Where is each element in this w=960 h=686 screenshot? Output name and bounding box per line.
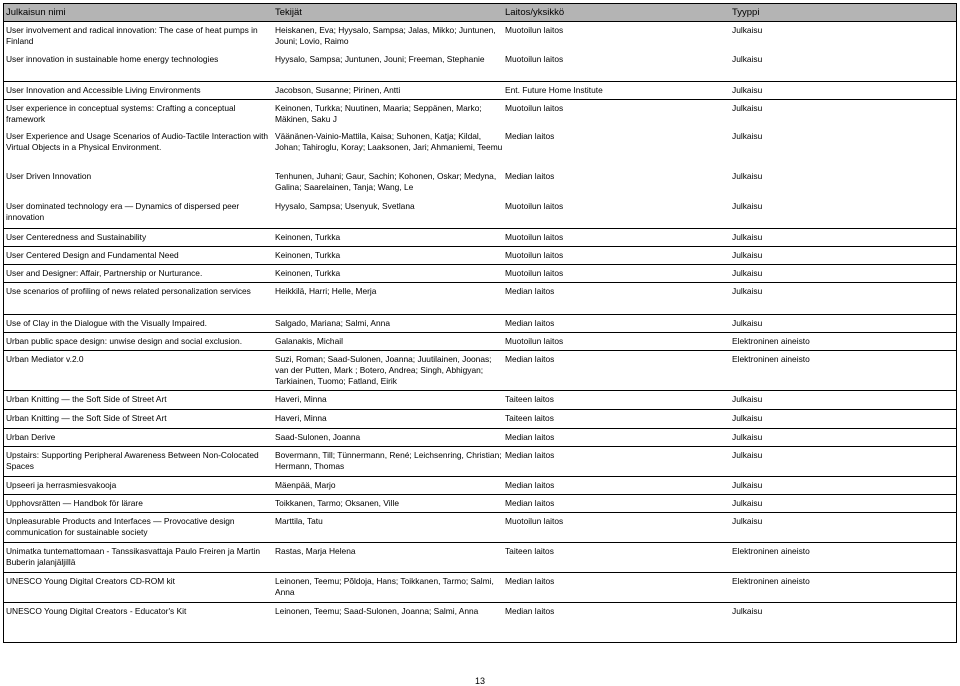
cell-name: Upseeri ja herrasmiesvakooja	[6, 480, 117, 490]
cell-authors: Keinonen, Turkka; Nuutinen, Maaria; Seppänen, Marko; Mäkinen, Saku J	[275, 103, 482, 125]
cell-type: Julkaisu	[732, 318, 763, 328]
table-row	[4, 602, 956, 632]
cell-name: User Innovation and Accessible Living Environments	[6, 85, 201, 95]
cell-authors: Rastas, Marja Helena	[275, 546, 356, 556]
cell-department: Muotoilun laitos	[505, 516, 564, 526]
cell-name: User experience in conceptual systems: Crafting a conceptual framework	[6, 103, 236, 125]
cell-department: Muotoilun laitos	[505, 232, 564, 242]
cell-authors: Keinonen, Turkka	[275, 250, 341, 260]
table-row	[4, 81, 956, 99]
cell-department: Muotoilun laitos	[505, 336, 564, 346]
cell-type: Julkaisu	[732, 250, 763, 260]
cell-name: Unimatka tuntemattomaan - Tanssikasvattaja Paulo Freiren ja Martin Buberin jalanjäljillä	[6, 546, 261, 568]
cell-department: Median laitos	[505, 498, 555, 508]
publications-table	[3, 3, 957, 643]
cell-name: Urban Mediator v.2.0	[6, 354, 84, 364]
cell-type: Julkaisu	[732, 131, 763, 141]
table-row	[4, 542, 956, 572]
header-type: Tyyppi	[732, 7, 760, 18]
cell-name: User Experience and Usage Scenarios of Audio-Tactile Interaction with Virtual Objects in a Physical Environment.	[6, 131, 269, 153]
cell-authors: Galanakis, Michail	[275, 336, 343, 346]
cell-department: Median laitos	[505, 286, 555, 296]
cell-authors: Keinonen, Turkka	[275, 268, 341, 278]
cell-authors: Bovermann, Till; Tünnermann, René; Leichsenring, Christian; Hermann, Thomas	[275, 450, 502, 472]
cell-name: User dominated technology era — Dynamics of dispersed peer innovation	[6, 201, 240, 223]
cell-authors: Salgado, Mariana; Salmi, Anna	[275, 318, 390, 328]
table-row	[4, 51, 956, 81]
cell-authors: Heiskanen, Eva; Hyysalo, Sampsa; Jalas, Mikko; Juntunen, Jouni; Lovio, Raimo	[275, 25, 496, 47]
cell-name: Urban Derive	[6, 432, 56, 442]
cell-authors: Jacobson, Susanne; Pirinen, Antti	[275, 85, 401, 95]
cell-name: User involvement and radical innovation: The case of heat pumps in Finland	[6, 25, 258, 47]
cell-name: User Centered Design and Fundamental Need	[6, 250, 179, 260]
cell-department: Median laitos	[505, 606, 555, 616]
table-row	[4, 264, 956, 282]
cell-name: Use of Clay in the Dialogue with the Visually Impaired.	[6, 318, 207, 328]
cell-authors: Saad-Sulonen, Joanna	[275, 432, 361, 442]
cell-name: User and Designer: Affair, Partnership or Nurturance.	[6, 268, 203, 278]
table-row	[4, 332, 956, 350]
header-name: Julkaisun nimi	[6, 7, 66, 18]
cell-name: Unpleasurable Products and Interfaces — Provocative design communication for sustainable society	[6, 516, 235, 538]
table-row	[4, 476, 956, 494]
cell-name: Upphovsrätten — Handbok för lärare	[6, 498, 143, 508]
cell-authors: Tenhunen, Juhani; Gaur, Sachin; Kohonen, Oskar; Medyna, Galina; Saarelainen, Tanja; Wang, Le	[275, 171, 497, 193]
table-row	[4, 446, 956, 476]
cell-department: Median laitos	[505, 354, 555, 364]
cell-department: Median laitos	[505, 131, 555, 141]
cell-authors: Hyysalo, Sampsa; Usenyuk, Svetlana	[275, 201, 415, 211]
cell-type: Julkaisu	[732, 85, 763, 95]
table-row	[4, 128, 956, 172]
cell-department: Taiteen laitos	[505, 394, 554, 404]
cell-type: Julkaisu	[732, 268, 763, 278]
cell-name: UNESCO Young Digital Creators - Educator's Kit	[6, 606, 187, 616]
cell-authors: Keinonen, Turkka	[275, 232, 341, 242]
cell-authors: Hyysalo, Sampsa; Juntunen, Jouni; Freeman, Stephanie	[275, 54, 485, 64]
cell-department: Median laitos	[505, 171, 555, 181]
cell-name: UNESCO Young Digital Creators CD-ROM kit	[6, 576, 175, 586]
cell-type: Elektroninen aineisto	[732, 336, 810, 346]
table-row	[4, 314, 956, 332]
cell-type: Julkaisu	[732, 103, 763, 113]
table-row	[4, 198, 956, 228]
cell-department: Taiteen laitos	[505, 546, 554, 556]
table-row	[4, 246, 956, 264]
table-row	[4, 282, 956, 314]
cell-department: Median laitos	[505, 450, 555, 460]
cell-type: Julkaisu	[732, 232, 763, 242]
cell-department: Median laitos	[505, 576, 555, 586]
cell-type: Julkaisu	[732, 432, 763, 442]
cell-name: Urban Knitting — the Soft Side of Street Art	[6, 413, 167, 423]
cell-department: Ent. Future Home Institute	[505, 85, 603, 95]
cell-department: Muotoilun laitos	[505, 250, 564, 260]
cell-type: Elektroninen aineisto	[732, 354, 810, 364]
cell-type: Julkaisu	[732, 450, 763, 460]
table-row	[4, 99, 956, 129]
cell-type: Elektroninen aineisto	[732, 546, 810, 556]
cell-department: Median laitos	[505, 480, 555, 490]
table-row	[4, 512, 956, 542]
cell-department: Median laitos	[505, 432, 555, 442]
table-header	[4, 4, 956, 22]
cell-department: Muotoilun laitos	[505, 201, 564, 211]
cell-type: Julkaisu	[732, 54, 763, 64]
cell-type: Julkaisu	[732, 171, 763, 181]
cell-authors: Toikkanen, Tarmo; Oksanen, Ville	[275, 498, 399, 508]
cell-department: Muotoilun laitos	[505, 54, 564, 64]
table-row	[4, 572, 956, 602]
cell-department: Taiteen laitos	[505, 413, 554, 423]
cell-type: Julkaisu	[732, 516, 763, 526]
cell-name: Use scenarios of profiling of news related personalization services	[6, 286, 251, 296]
cell-department: Muotoilun laitos	[505, 25, 564, 35]
cell-authors: Marttila, Tatu	[275, 516, 323, 526]
table-row	[4, 228, 956, 246]
header-authors: Tekijät	[275, 7, 302, 18]
table-row	[4, 390, 956, 409]
cell-department: Muotoilun laitos	[505, 268, 564, 278]
page-number: 13	[474, 676, 485, 686]
cell-type: Julkaisu	[732, 286, 763, 296]
table-row	[4, 428, 956, 446]
cell-name: User Driven Innovation	[6, 171, 92, 181]
cell-authors: Mäenpää, Marjo	[275, 480, 336, 490]
cell-type: Julkaisu	[732, 201, 763, 211]
table-row	[4, 409, 956, 428]
cell-type: Julkaisu	[732, 394, 763, 404]
cell-type: Julkaisu	[732, 480, 763, 490]
cell-authors: Leinonen, Teemu; Põldoja, Hans; Toikkanen, Tarmo; Salmi, Anna	[275, 576, 494, 598]
cell-authors: Väänänen-Vainio-Mattila, Kaisa; Suhonen, Katja; Kildal, Johan; Tahiroglu, Koray; Laaksonen, Jari; Ahmaniemi, Teemu	[275, 131, 503, 153]
table-row	[4, 350, 956, 390]
cell-department: Muotoilun laitos	[505, 103, 564, 113]
cell-name: Upstairs: Supporting Peripheral Awareness Between Non-Colocated Spaces	[6, 450, 259, 472]
cell-authors: Haveri, Minna	[275, 413, 327, 423]
cell-type: Julkaisu	[732, 25, 763, 35]
cell-type: Julkaisu	[732, 606, 763, 616]
cell-authors: Suzi, Roman; Saad-Sulonen, Joanna; Juutilainen, Joonas; van der Putten, Mark ; Botero, Andrea; Singh, Abhigyan; Tarkiainen, Tuomo; Fatland, Eirik	[275, 354, 492, 387]
cell-authors: Leinonen, Teemu; Saad-Sulonen, Joanna; Salmi, Anna	[275, 606, 479, 616]
cell-type: Julkaisu	[732, 498, 763, 508]
cell-type: Julkaisu	[732, 413, 763, 423]
cell-name: User innovation in sustainable home energy technologies	[6, 54, 219, 64]
table-row	[4, 168, 956, 200]
cell-name: User Centeredness and Sustainability	[6, 232, 147, 242]
cell-authors: Haveri, Minna	[275, 394, 327, 404]
table-row	[4, 494, 956, 512]
cell-name: Urban public space design: unwise design and social exclusion.	[6, 336, 243, 346]
header-department: Laitos/yksikkö	[505, 7, 565, 18]
cell-name: Urban Knitting — the Soft Side of Street Art	[6, 394, 167, 404]
cell-type: Elektroninen aineisto	[732, 576, 810, 586]
cell-authors: Heikkilä, Harri; Helle, Merja	[275, 286, 377, 296]
cell-department: Median laitos	[505, 318, 555, 328]
